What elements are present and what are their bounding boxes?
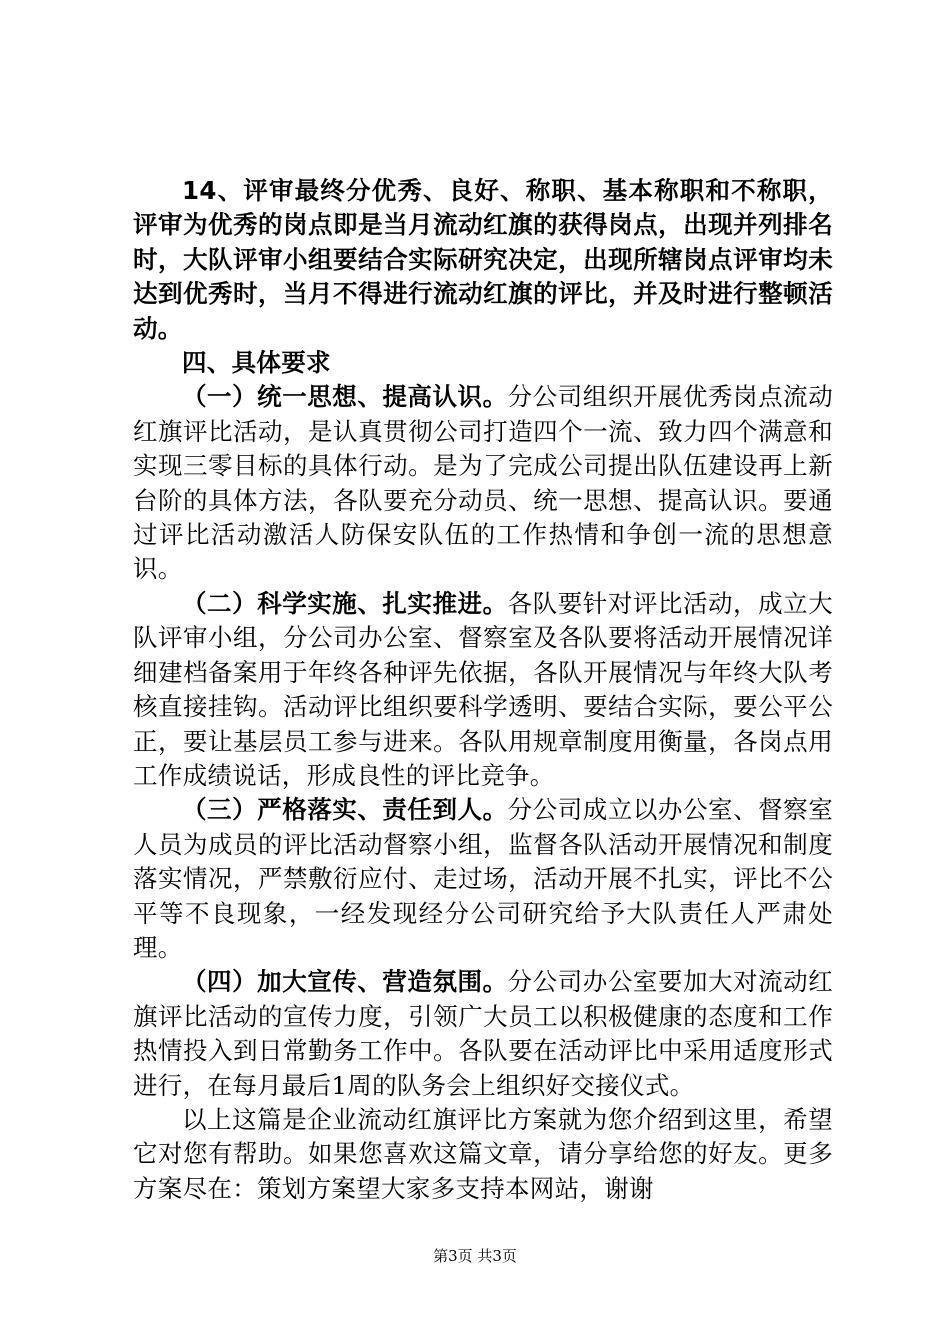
paragraph-text: 14、评审最终分优秀、良好、称职、基本称职和不称职，评审为优秀的岗点即是当月流动红旗的获得岗点，出现并列排名时，大队评审小组要结合实际研究决定，出现所辖岗点评审均未达到优秀时，当月不得进行流动红旗的评比，并及时进行整顿活动。 xyxy=(133,176,833,343)
paragraph-closing xyxy=(133,1103,833,1206)
document-body xyxy=(133,174,833,1206)
paragraph-lead: （三）严格落实、责任到人。 xyxy=(182,795,508,825)
paragraph-text: 分公司办公室要加大对流动红旗评比活动的宣传力度，引领广大员工以积极健康的态度和工作热情投入到日常勤务工作中。各队要在活动评比中采用适度形式进行，在每月最后1周的队务会上组织好交接仪式。 xyxy=(133,967,833,1100)
paragraph-text: 分公司成立以办公室、督察室人员为成员的评比活动督察小组，监督各队活动开展情况和制度落实情况，严禁敷衍应付、走过场，活动开展不扎实，评比不公平等不良现象，一经发现经分公司研究给予大队责任人严肃处理。 xyxy=(133,795,833,962)
paragraph-text: 各队要针对评比活动，成立大队评审小组，分公司办公室、督察室及各队要将活动开展情况详细建档备案用于年终各种评先依据，各队开展情况与年终大队考核直接挂钩。活动评比组织要科学透明、要结合实际，要公平公正，要让基层员工参与进来。各队用规章制度用衡量，各岗点用工作成绩说话，形成良性的评比竞争。 xyxy=(133,588,833,790)
paragraph-requirement-3 xyxy=(133,793,833,965)
paragraph-text: 以上这篇是企业流动红旗评比方案就为您介绍到这里，希望它对您有帮助。如果您喜欢这篇文章，请分享给您的好友。更多方案尽在：策划方案望大家多支持本网站，谢谢 xyxy=(133,1104,833,1203)
paragraph-requirement-1 xyxy=(133,380,833,586)
paragraph-requirement-4 xyxy=(133,965,833,1103)
paragraph-lead: （四）加大宣传、营造氛围。 xyxy=(182,967,508,997)
section-heading-text: 四、具体要求 xyxy=(182,348,331,378)
section-heading-requirements xyxy=(133,346,833,380)
paragraph-item-14 xyxy=(133,174,833,346)
page-number: 第3页 共3页 xyxy=(433,1247,517,1265)
paragraph-lead: （二）科学实施、扎实推进。 xyxy=(182,588,508,618)
page-footer xyxy=(0,1245,950,1266)
paragraph-text: 分公司组织开展优秀岗点流动红旗评比活动，是认真贯彻公司打造四个一流、致力四个满意和实现三零目标的具体行动。是为了完成公司提出队伍建设再上新台阶的具体方法，各队要充分动员、统一思想、提高认识。要通过评比活动激活人防保安队伍的工作热情和争创一流的思想意识。 xyxy=(133,382,833,584)
paragraph-requirement-2 xyxy=(133,587,833,793)
paragraph-lead: （一）统一思想、提高认识。 xyxy=(182,382,508,412)
